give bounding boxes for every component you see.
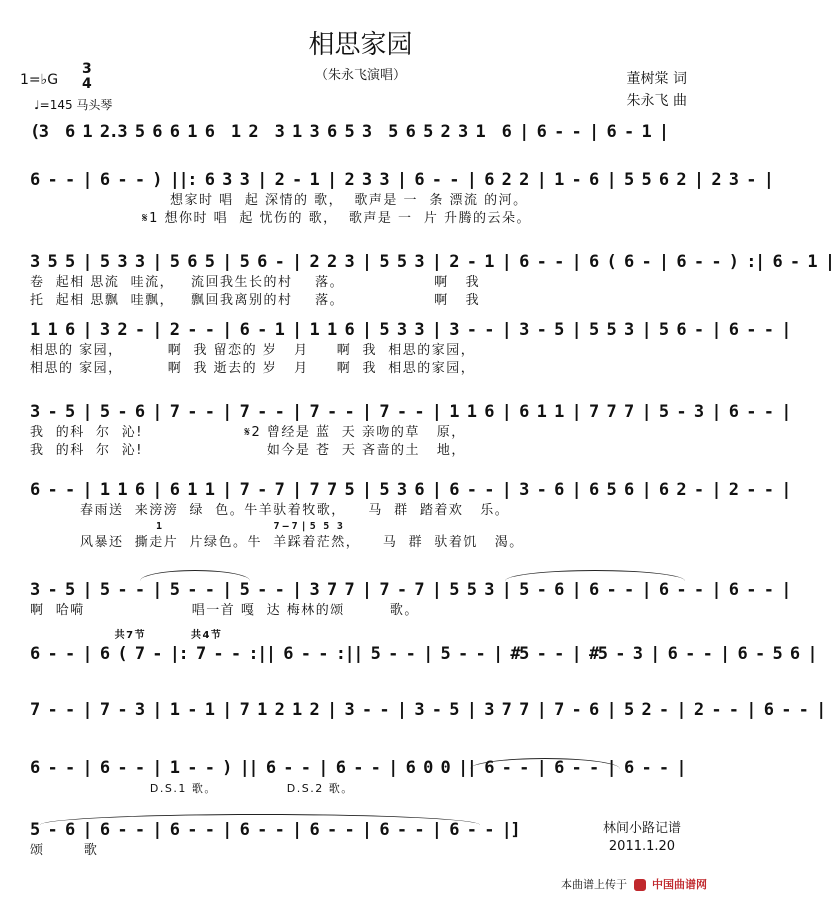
lyric-verse-1: 春雨送 来滂滂 绿 色。牛羊驮着牧歌， 马 群 踏着欢 乐。 — [80, 503, 510, 518]
transcriber-name: 林间小路记谱 — [602, 821, 681, 836]
tempo-marking: ♩=145 马头琴 — [34, 98, 113, 112]
transcription-date: 2011.1.20 — [608, 839, 676, 854]
site-logo-icon — [634, 879, 646, 891]
lyric-line: 颂 歌 — [30, 843, 99, 858]
slur-arc — [40, 814, 480, 825]
notation-line: 3 - 5 | 5 - - | 5 - - | 5 - - | 3 7 7 | 7 - 7 | 5 5 3 | 5 - 6 | 6 - - | 6 - - | 6 - - | — [30, 580, 790, 600]
notation-line: 3 5 5 | 5 3 3 | 5 6 5 | 5 6 - | 2 2 3 | 5 5 3 | 2 - 1 | 6 - - | 6 ( 6 - | 6 - - ) :| 6 - 1 | — [30, 252, 834, 272]
site-logo-text[interactable]: 中国曲谱网 — [652, 878, 707, 891]
lyric-verse-2: 托 起相 思飘 哇飘， 飘回我离别的村 落。 啊 我 — [30, 293, 481, 308]
notation-line: 6 - - | 1 1 6 | 6 1 1 | 7 - 7 | 7 7 5 | 5 3 6 | 6 - - | 3 - 6 | 6 5 6 | 6 2 - | 2 - - | — [30, 480, 790, 500]
notation-line: 6 - - | 6 - - ) ||: 6 3 3 | 2 - 1 | 2 3 3 | 6 - - | 6 2 2 | 1 - 6 | 5 5 6 2 | 2 3 - | — [30, 170, 773, 190]
transcriber-credit — [603, 820, 681, 856]
lyric-verse-1: 我 的科 尔 沁! 𝄋2 曾经是 蓝 天 亲吻的草 原， — [30, 425, 466, 440]
notation-line: 1 1 6 | 3 2 - | 2 - - | 6 - 1 | 1 1 6 | 5 3 3 | 3 - - | 3 - 5 | 5 5 3 | 5 6 - | 6 - - | — [30, 320, 790, 340]
lyric-verse-1: 想家时 唱 起 深情的 歌， 歌声是 一 条 漂流 的河。 — [170, 193, 528, 208]
lyric-line: 啊 哈嗬 唱一首 嘎 达 梅林的颂 歌。 — [30, 603, 419, 618]
lyric-verse-2: 风暴还 撕走片 片绿色。牛 羊踩着茫然， 马 群 驮着饥 渴。 — [80, 535, 524, 550]
lyric-verse-1: 相思的 家园， 啊 我 留恋的 岁 月 啊 我 相思的家园， — [30, 343, 476, 358]
notation-line: 3 - 5 | 5 - 6 | 7 - - | 7 - - | 7 - - | 7 - - | 1 1 6 | 6 1 1 | 7 7 7 | 5 - 3 | 6 - - | — [30, 402, 790, 422]
key-signature: 1=♭G — [20, 72, 59, 88]
score-row-9 — [30, 698, 825, 722]
lyric-verse-2: 相思的 家园， 啊 我 逝去的 岁 月 啊 我 相思的家园， — [30, 361, 476, 376]
variant-notes: 1 7 — 7 | 5 5 3 — [156, 521, 342, 532]
repeat-count-marks: 共7节 共4节 — [30, 630, 223, 641]
time-signature-top: 3 — [82, 61, 92, 77]
score-row-3 — [30, 250, 834, 310]
notation-line: 7 - - | 7 - 3 | 1 - 1 | 7 1 2 1 2 | 3 - - | 3 - 5 | 3 7 7 | 7 - 6 | 5 2 - | 2 - - | 6 - - | — [30, 700, 825, 720]
score-row-1 — [30, 120, 695, 144]
time-signature — [82, 62, 92, 92]
lyricist-credit: 董树棠 词 — [626, 71, 687, 87]
lyric-verse-2: 我 的科 尔 沁! 如今是 苍 天 吝啬的土 地， — [30, 443, 466, 458]
score-row-8 — [30, 630, 817, 666]
notation-line: (3 6 1 2.3 5 6 6 1 6 1 2 3 1 3 6 5 3 5 6 5 2 3 1 6 | 6 - - | 6 - 1 | — [30, 122, 668, 142]
lyric-verse-1: 卷 起相 思流 哇流， 流回我生长的村 落。 啊 我 — [30, 275, 481, 290]
song-title: 相思家园 — [308, 30, 413, 60]
slur-arc — [505, 570, 685, 581]
time-signature-bottom: 4 — [82, 76, 92, 92]
composer-credit: 朱永飞 曲 — [626, 93, 687, 109]
score-row-6 — [30, 478, 790, 552]
slur-arc — [140, 570, 250, 581]
upload-footer — [561, 876, 707, 892]
score-row-4 — [30, 318, 790, 378]
notation-line: 6 - - | 6 ( 7 - |: 7 - - :|| 6 - - :|| 5 - - | 5 - - | #5 - - | #5 - 3 | 6 - - | 6 - 5 6 | — [30, 644, 817, 664]
notation-line: 5 - 6 | 6 - - | 6 - - | 6 - - | 6 - - | 6 - - | 6 - - |] — [30, 820, 520, 840]
score-row-2 — [30, 168, 773, 228]
score-row-7 — [30, 578, 790, 620]
upload-text: 本曲谱上传于 — [561, 878, 627, 891]
score-row-5 — [30, 400, 790, 460]
song-subtitle: （朱永飞演唱） — [314, 68, 406, 83]
notation-line: 6 - - | 6 - - | 1 - - ) || 6 - - | 6 - - | 6 0 0 || 6 - - | 6 - - | 6 - - | — [30, 758, 686, 778]
dal-segno-lyrics: D.S.1 歌。 D.S.2 歌。 — [30, 782, 354, 795]
lyric-verse-2: 𝄋1 想你时 唱 起 忧伤的 歌， 歌声是 一 片 升腾的云朵。 — [142, 211, 531, 226]
